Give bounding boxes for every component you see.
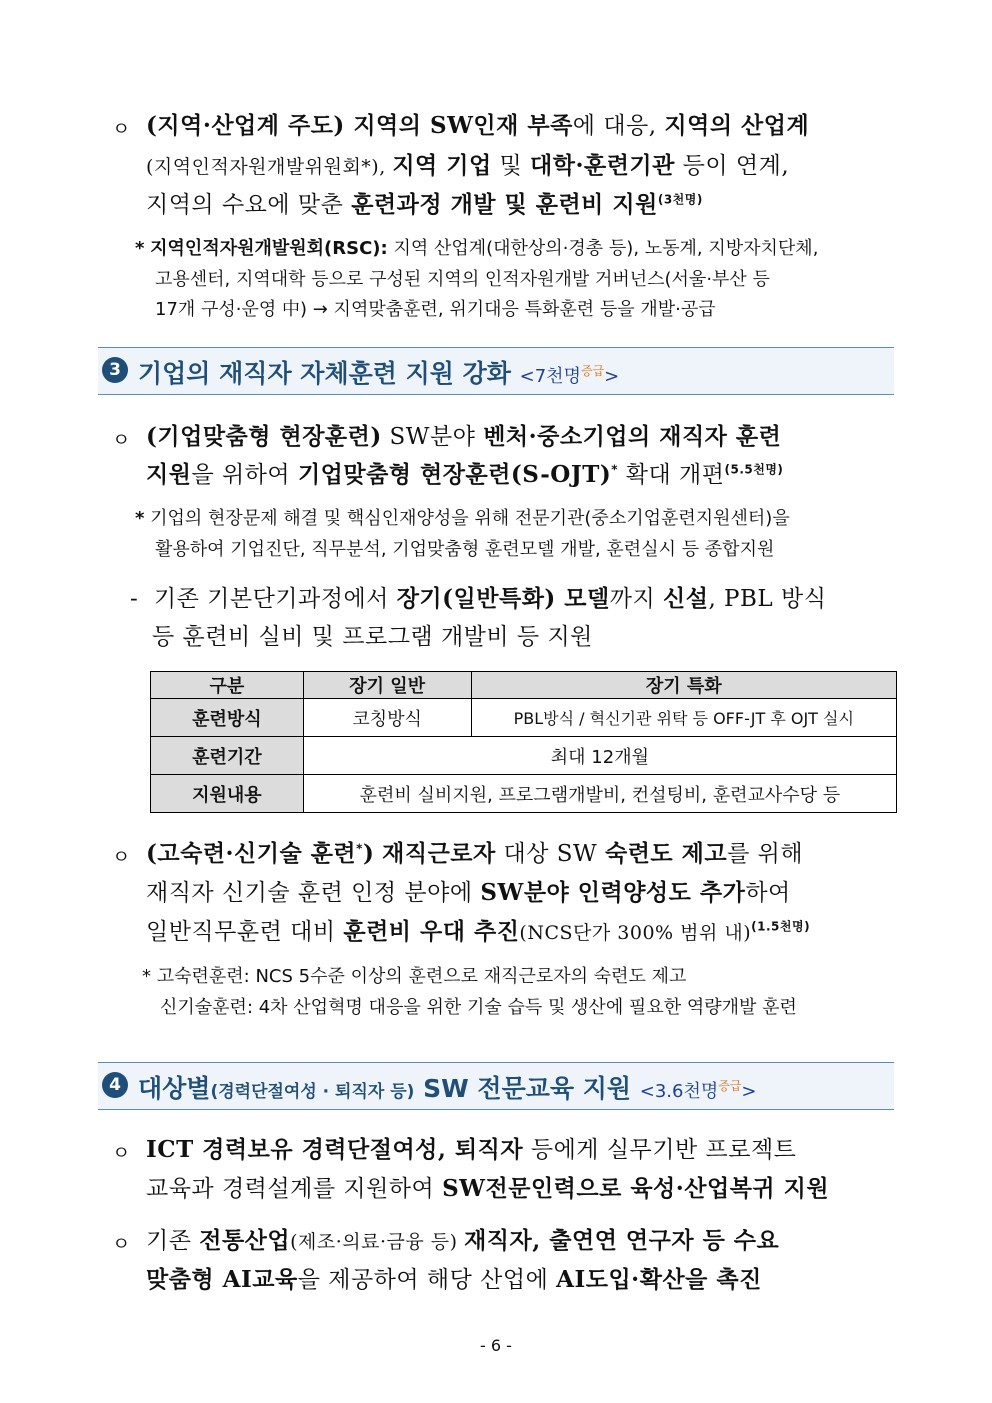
table-row-header: 훈련방식 [151, 699, 304, 737]
section-3-title: 기업의 재직자 자체훈련 지원 강화 <7천명$^{증급}$> [138, 359, 620, 388]
p2-dash-line-2: 등 훈련비 실비 및 프로그램 개발비 등 지원 [152, 624, 593, 650]
section-4-budget: <3.6천명$^{증급}$> [639, 1079, 757, 1102]
p4-line-2: 교육과 경력설계를 지원하여 SW전문인력으로 육성·산업복귀 지원 [146, 1175, 830, 1202]
p1-line-2: (지역인적자원개발위원회*), 지역 기업 및 대학·훈련기관 등이 연계, [146, 152, 790, 179]
section-3-header [98, 347, 894, 395]
p1-line-1: (지역·산업계 주도) 지역의 SW인재 부족에 대응, 지역의 산업계 [146, 112, 810, 139]
section-4-header [98, 1062, 894, 1110]
table-header-row [151, 672, 897, 699]
bullet-marker: ㅇ [112, 846, 131, 868]
table-header-cell: 장기 특화 [471, 672, 896, 699]
p1-note-line-1: * 지역인적자원개발원회(RSC): 지역 산업계(대한상의·경총 등), 노동계, 지방자치단체, [135, 238, 819, 259]
table-cell: 최대 12개월 [303, 737, 896, 775]
p3-note-line-1: * 고숙련훈련: NCS 5수준 이상의 훈련으로 재직근로자의 숙련도 제고 [142, 966, 687, 987]
p5-line-1: 기존 전통산업(제조·의료·금융 등) 재직자, 출연연 연구자 등 수요 [146, 1227, 780, 1254]
p1-note-line-2: 고용센터, 지역대학 등으로 구성된 지역의 인적자원개발 거버넌스(서울·부산 등 [155, 269, 770, 290]
p3-line-2: 재직자 신기술 훈련 인정 분야에 SW분야 인력양성도 추가하여 [146, 879, 791, 906]
table-row-header: 지원내용 [151, 775, 304, 813]
table-row [151, 699, 897, 737]
table-row [151, 775, 897, 813]
table-row [151, 737, 897, 775]
p4-line-1: ICT 경력보유 경력단절여성, 퇴직자 등에게 실무기반 프로젝트 [146, 1136, 797, 1163]
bullet-marker: ㅇ [112, 429, 131, 451]
section-number-badge: 3 [102, 357, 128, 383]
bullet-marker: ㅇ [112, 1142, 131, 1164]
p2-note-line-1: * 기업의 현장문제 해결 및 핵심인재양성을 위해 전문기관(중소기업훈련지원센터)을 [135, 508, 790, 529]
p2-dash-line-1: - 기존 기본단기과정에서 장기(일반특화) 모델까지 신설, PBL 방식 [130, 585, 827, 612]
p3-note-line-2: 신기술훈련: 4차 산업혁명 대응을 위한 기술 습득 및 생산에 필요한 역량개발 훈련 [160, 997, 797, 1018]
p3-line-3: 일반직무훈련 대비 훈련비 우대 추진(NCS단가 300% 범위 내)$^{(1.5천명)}$ [146, 918, 811, 945]
p5-line-2: 맞춤형 AI교육을 제공하여 해당 산업에 AI도입·확산을 촉진 [146, 1266, 762, 1293]
section-3-budget: <7천명$^{증급}$> [519, 364, 620, 387]
p3-line-1: (고숙련·신기술 훈련*) 재직근로자 대상 SW 숙련도 제고를 위해 [146, 840, 804, 867]
bullet-marker: ㅇ [112, 118, 131, 140]
p2-note-line-2: 활용하여 기업진단, 직무분석, 기업맞춤형 훈련모델 개발, 훈련실시 등 종합지원 [155, 539, 775, 560]
p2-line-1: (기업맞춤형 현장훈련) SW분야 벤처·중소기업의 재직자 훈련 [146, 423, 782, 450]
table-header-cell: 장기 일반 [303, 672, 471, 699]
table-row-header: 훈련기간 [151, 737, 304, 775]
table-cell: 코칭방식 [303, 699, 471, 737]
section-number-badge: 4 [102, 1072, 128, 1098]
page-number: - 6 - [480, 1336, 512, 1355]
bullet-marker: ㅇ [112, 1233, 131, 1255]
section-4-title: 대상별(경력단절여성 · 퇴직자 등) SW 전문교육 지원 <3.6천명$^{증급}$> [138, 1074, 757, 1103]
p1-line-3: 지역의 수요에 맞춘 훈련과정 개발 및 훈련비 지원$^{(3천명)}$ [146, 191, 703, 218]
p1-note-line-3: 17개 구성·운영 中) → 지역맞춤훈련, 위기대응 특화훈련 등을 개발·공급 [155, 299, 716, 320]
table-cell: 훈련비 실비지원, 프로그램개발비, 컨설팅비, 훈련교사수당 등 [303, 775, 896, 813]
table-cell: PBL방식 / 혁신기관 위탁 등 OFF-JT 후 OJT 실시 [471, 699, 896, 737]
p2-line-2: 지원을 위하여 기업맞춤형 현장훈련(S-OJT)* 확대 개편$^{(5.5천명)}$ [146, 461, 784, 488]
table-header-cell: 구분 [151, 672, 304, 699]
training-table [150, 671, 897, 813]
